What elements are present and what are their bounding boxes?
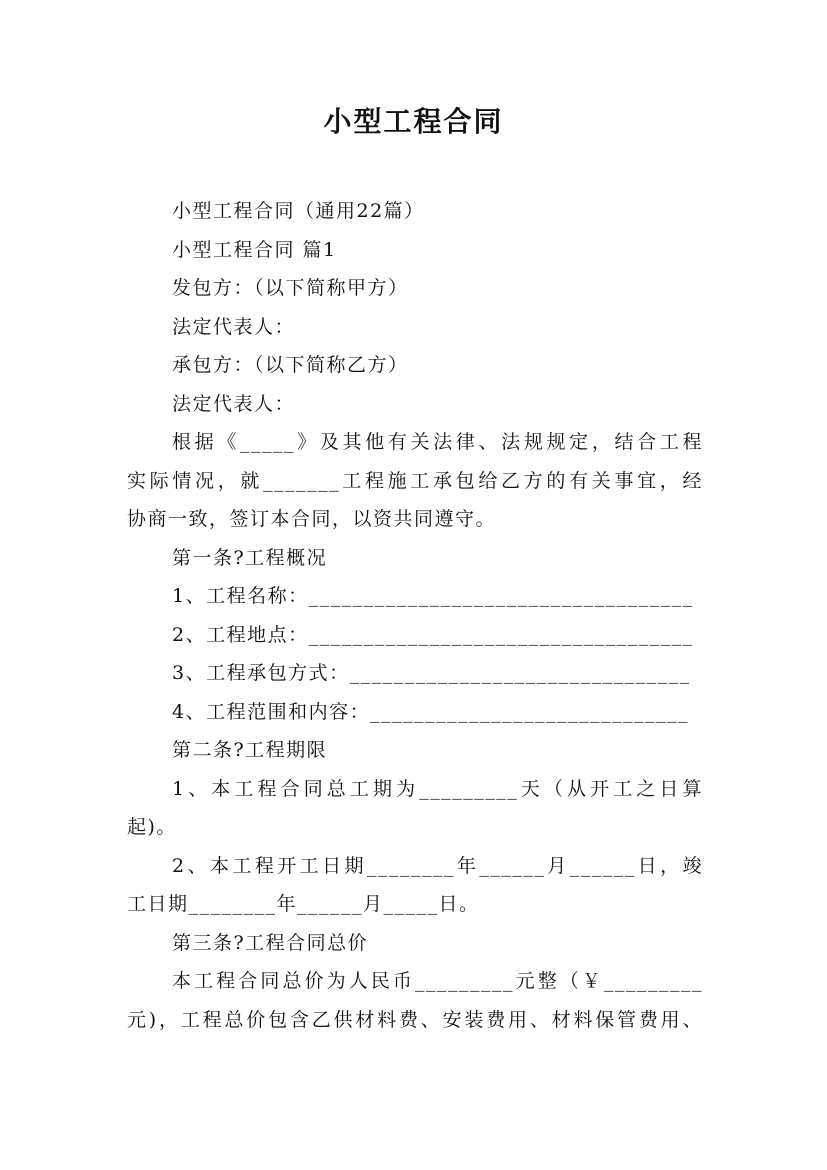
paragraph-line: 工日期________年______月_____日。 [127, 893, 480, 915]
article-heading: 第一条?工程概况 [172, 546, 328, 569]
document-body [127, 192, 703, 1039]
clause-line: 3、工程承包方式：_______________________________ [172, 662, 691, 684]
party-a-representative: 法定代表人： [172, 315, 296, 338]
article-heading: 第二条?工程期限 [172, 739, 328, 761]
document-title: 小型工程合同 [323, 105, 504, 138]
paragraph-line: 起)。 [127, 816, 177, 838]
paragraph-line: 本工程合同总价为人民币_________元整（￥_________ [172, 970, 703, 992]
paragraph-line: 2、本工程开工日期________年______月______日，竣 [172, 854, 703, 877]
party-a-line: 发包方：（以下简称甲方） [172, 277, 409, 299]
paragraph-line: 协商一致，签订本合同，以资共同遵守。 [127, 508, 497, 530]
paragraph-line: 根据《_____》及其他有关法律、法规规定，结合工程 [172, 431, 703, 453]
party-b-representative: 法定代表人： [172, 392, 296, 415]
clause-line: 2、工程地点：___________________________________ [172, 623, 694, 646]
clause-line: 1、工程名称：___________________________________ [172, 585, 694, 607]
paragraph-line: 实际情况，就_______工程施工承包给乙方的有关事宜，经 [127, 469, 703, 492]
article-heading: 第三条?工程合同总价 [172, 931, 369, 954]
paragraph-line: 1、本工程合同总工期为_________天（从开工之日算 [172, 777, 703, 800]
subtitle-line: 小型工程合同（通用22篇） [172, 200, 425, 222]
clause-line: 4、工程范围和内容：_____________________________ [172, 700, 690, 723]
section-heading: 小型工程合同 篇1 [172, 238, 337, 261]
paragraph-line: 元)，工程总价包含乙供材料费、安装费用、材料保管费用、 [127, 1008, 703, 1031]
party-b-line: 承包方：（以下简称乙方） [172, 354, 409, 376]
